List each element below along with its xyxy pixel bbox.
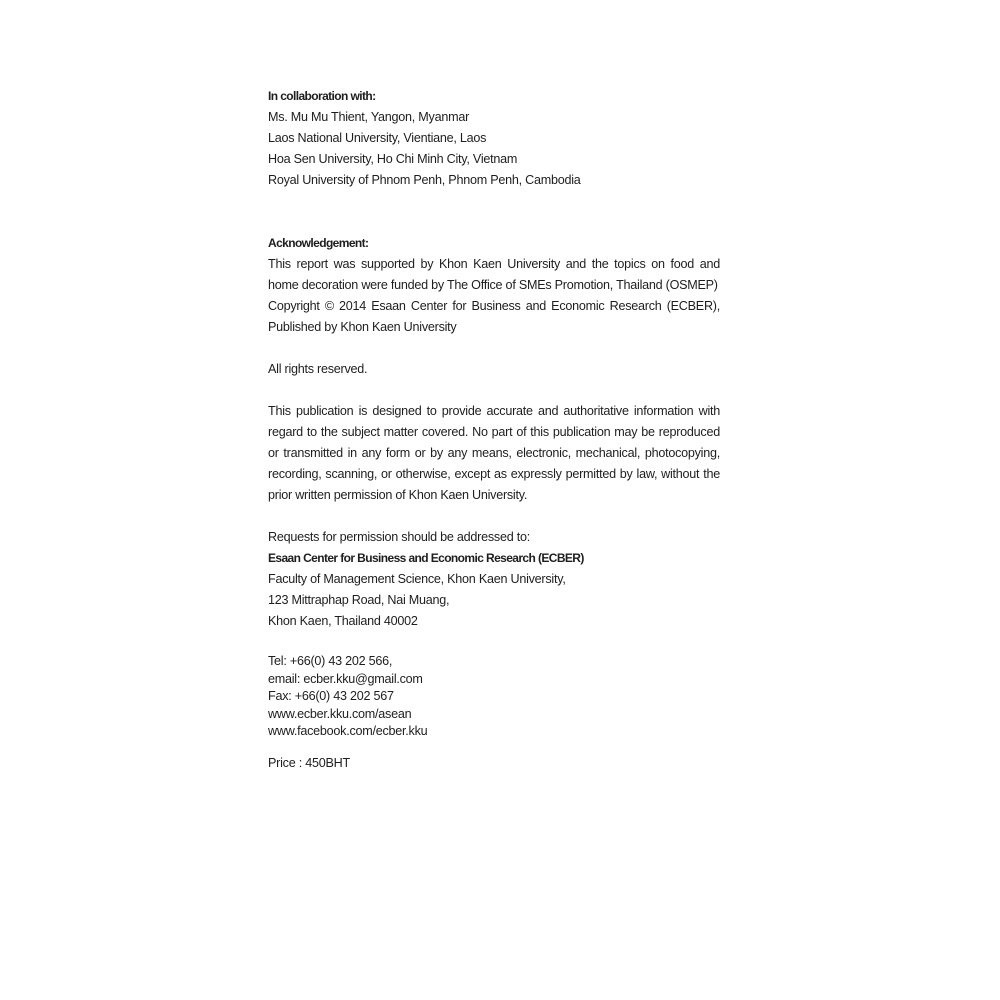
rights-reserved: All rights reserved. [268,362,368,376]
permission-intro: Requests for permission should be addressed to: [268,530,530,544]
collaboration-heading: In collaboration with: [268,89,376,103]
email-address: email: ecber.kku@gmail.com [268,671,423,686]
collaborator-1: Ms. Mu Mu Thient, Yangon, Myanmar [268,110,470,124]
disclaimer-paragraph: This publication is designed to provide accurate and authoritative information with regard to the subject matter covered. No part of this publication may be reproduced or transmitted in any form or by any means, electronic, mechanical, photocopying, recording, scanning, or otherwise, except as expressly permitted by law, without the prior written permission of Khon Kaen University. [268,404,720,502]
text-column [268,86,720,774]
facebook-link: www.facebook.com/ecber.kku [268,724,428,738]
address-line-2: 123 Mittraphap Road, Nai Muang, [268,593,450,607]
telephone: Tel: +66(0) 43 202 566, [268,654,393,668]
website-link: www.ecber.kku.com/asean [268,706,412,721]
fax-number: Fax: +66(0) 43 202 567 [268,689,394,703]
collaborator-2: Laos National University, Vientiane, Laos [268,131,487,145]
copyright-notice: Copyright © 2014 Esaan Center for Business and Economic Research (ECBER), Published by Khon Kaen University [268,299,720,334]
address-line-1: Faculty of Management Science, Khon Kaen University, [268,572,566,586]
address-line-3: Khon Kaen, Thailand 40002 [268,614,418,628]
organization-name: Esaan Center for Business and Economic Research (ECBER) [268,551,584,565]
price-label: Price : 450BHT [268,755,350,770]
acknowledgement-support: This report was supported by Khon Kaen University and the topics on food and home decoration were funded by The Office of SMEs Promotion, Thailand (OSMEP) [268,257,720,292]
collaborator-4: Royal University of Phnom Penh, Phnom Penh, Cambodia [268,173,581,187]
contact-block [268,653,720,741]
acknowledgement-heading: Acknowledgement: [268,236,369,250]
collaborator-3: Hoa Sen University, Ho Chi Minh City, Vietnam [268,152,518,166]
